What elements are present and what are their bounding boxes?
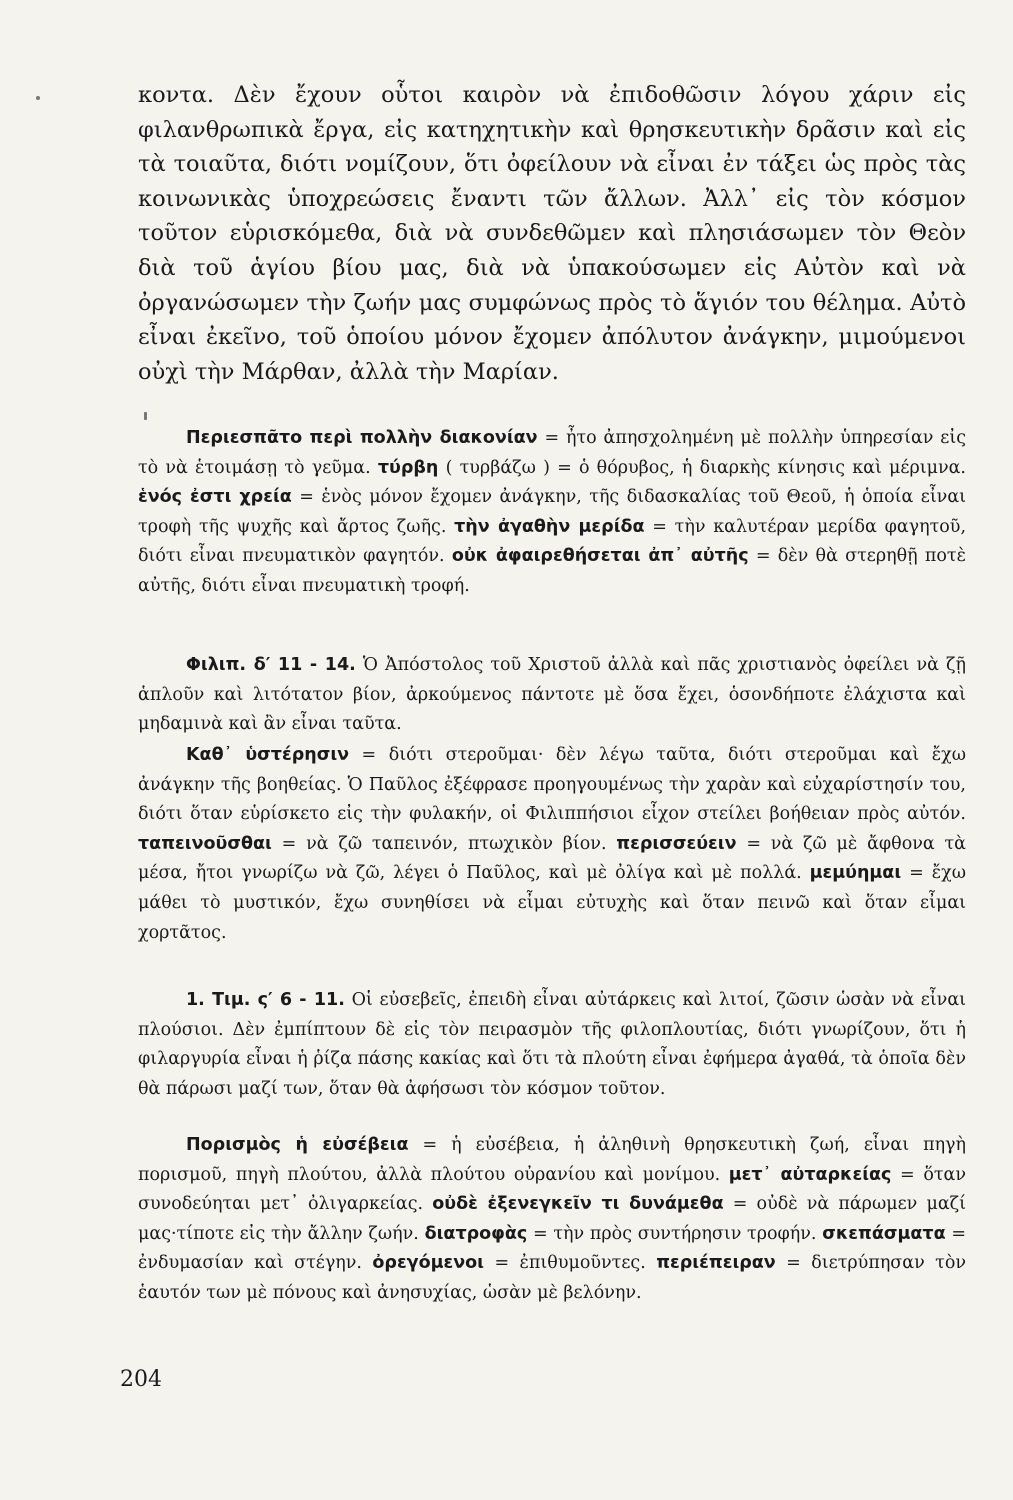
scripture-reference: 1. Τιμ. ς′ 6 - 11. (186, 990, 345, 1010)
definition: Οἱ εὐσεβεῖς, ἐπειδὴ εἶναι αὐτάρκεις καὶ λιτοί, ζῶσιν ὡσὰν νὰ εἶναι πλούσιοι. Δὲν ἐμπίπτουν δὲ εἰς τὸν πειρασμὸν τῆς φιλοπλουτίας, διότι γνωρίζουν, ὅτι ἡ φιλαργυρία εἶναι ἡ ῥίζα πάσης κακίας καὶ ὅτι τὰ πλούτη εἶναι ἐφήμερα ἀγαθά, τὰ ὁποῖα δὲν θὰ πάρωσι μαζί των, ὅταν θὰ ἀφήσωσι τὸν κόσμον τοῦτον. (138, 990, 966, 1099)
term: οὐκ ἀφαιρεθήσεται ἀπ᾽ αὐτῆς (451, 546, 749, 567)
term: τὴν ἀγαθὴν μερίδα (454, 516, 645, 537)
definition: Ὁ Ἀπόστολος τοῦ Χριστοῦ ἀλλὰ καὶ πᾶς χριστιανὸς ὀφείλει νὰ ζῇ ἁπλοῦν καὶ λιτότατον βίον, ἀρκούμενος πάντοτε μὲ ὅσα ἔχει, ὁσονδήποτε ἐλάχιστα καὶ μηδαμινὰ καὶ ἂν εἶναι ταῦτα. (138, 655, 966, 735)
definition: = νὰ ζῶ ταπεινόν, πτωχικὸν βίον. (271, 833, 617, 854)
term: Περιεσπᾶτο περὶ πολλὴν διακονίαν (186, 428, 538, 448)
scripture-reference: Φιλιπ. δ′ 11 - 14. (186, 655, 356, 675)
term: ταπεινοῦσθαι (138, 833, 272, 854)
term: περισσεύειν (616, 833, 737, 854)
definition: = ἔχω μάθει τὸ μυστικόν, ἔχω συνηθίσει νὰ εἶμαι εὐτυχὴς καὶ ὅταν πεινῶ καὶ ὅταν εἶμαι χορτᾶτος. (138, 863, 966, 943)
term: σκεπάσματα (822, 1223, 946, 1244)
term: διατροφὰς (424, 1223, 528, 1244)
definition: = ἐπιθυμοῦντες. (484, 1253, 657, 1274)
definition: = ἑνὸς μόνον ἔχομεν ἀνάγκην, τῆς διδασκαλίας τοῦ Θεοῦ, ἡ ὁποία εἶναι τροφὴ τῆς ψυχῆς καὶ ἄρτος ζωῆς. (138, 487, 966, 537)
term: μετ᾽ αὐταρκείας (728, 1164, 892, 1185)
term: περιέπειραν (656, 1253, 776, 1274)
term: Καθ᾽ ὑστέρησιν (186, 745, 350, 765)
main-paragraph: κοντα. Δὲν ἔχουν οὗτοι καιρὸν νὰ ἐπιδοθῶσιν λόγου χάριν εἰς φιλανθρωπικὰ ἔργα, εἰς κατηχητικὴν καὶ θρησκευτικὴν δρᾶσιν καὶ εἰς τὰ τοιαῦτα, διότι νομίζουν, ὅτι ὀφείλουν νὰ εἶναι ἐν τάξει ὡς πρὸς τὰς κοινωνικὰς ὑποχρεώσεις ἔναντι τῶν ἄλλων. Ἀλλ᾽ εἰς τὸν κόσμον τοῦτον εὑρισκόμεθα, διὰ νὰ συνδεθῶμεν καὶ πλησιάσωμεν τὸν Θεὸν διὰ τοῦ ἁγίου βίου μας, διὰ νὰ ὑπακούσωμεν εἰς Αὐτὸν καὶ νὰ ὀργανώσωμεν τὴν ζωήν μας συμφώνως πρὸς τὸ ἅγιόν του θέλημα. Αὐτὸ εἶναι ἐκεῖνο, τοῦ ὁποίου μόνον ἔχομεν ἀπόλυτον ἀνάγκην, μιμούμενοι οὐχὶ τὴν Μάρθαν, ἀλλὰ τὴν Μαρίαν. (138, 82, 966, 385)
definition: = ἦτο ἀπησχολημένη μὲ πολλὴν ὑπηρεσίαν εἰς τὸ νὰ ἑτοιμάσῃ τὸ γεῦμα. (138, 428, 966, 478)
definition: = ὅταν συνοδεύηται μετ᾽ ὀλιγαρκείας. (138, 1164, 966, 1215)
ink-speck (36, 96, 40, 100)
commentary-timothy-terms (138, 1131, 966, 1309)
definition: ( τυρβάζω ) = ὁ θόρυβος, ἡ διαρκὴς κίνησις καὶ μέριμνα. (438, 457, 966, 478)
commentary-philippians-terms (138, 741, 966, 948)
definition: = νὰ ζῶ μὲ ἄφθονα τὰ μέσα, ἤτοι γνωρίζω νὰ ζῶ, λέγει ὁ Παῦλος, καὶ μὲ ὀλίγα καὶ μὲ πολλά. (138, 833, 966, 884)
commentary-luke-martha-mary (138, 424, 966, 602)
definition: = δὲν θὰ στερηθῇ ποτὲ αὐτῆς, διότι εἶναι πνευματικὴ τροφή. (138, 546, 966, 596)
commentary-philippians (138, 651, 966, 740)
ink-speck (144, 412, 147, 420)
definition: = ἐνδυμασίαν καὶ στέγην. (138, 1223, 966, 1274)
definition: = διότι στεροῦμαι· δὲν λέγω ταῦτα, διότι στεροῦμαι καὶ ἔχω ἀνάγκην τῆς βοηθείας. Ὁ Παῦλος ἐξέφρασε προηγουμένως τὴν χαρὰν καὶ εὐχαρίστησίν του, διότι ὅταν εὑρίσκετο εἰς τὴν φυλακήν, οἱ Φιλιππήσιοι εἶχον στείλει βοήθειαν πρὸς αὐτόν. (138, 745, 966, 825)
commentary-timothy (138, 986, 966, 1104)
term: ἑνός ἐστι χρεία (138, 487, 292, 508)
definition: = τὴν πρὸς συντήρησιν τροφήν. (527, 1223, 823, 1244)
term: ὀρεγόμενοι (372, 1253, 485, 1274)
term: οὐδὲ ἐξενεγκεῖν τι δυνάμεθα (432, 1194, 724, 1215)
term: τύρβη (377, 457, 439, 478)
definition: = ἡ εὐσέβεια, ἡ ἀληθινὴ θρησκευτικὴ ζωή, εἶναι πηγὴ πορισμοῦ, πηγὴ πλούτου, ἀλλὰ πλούτου οὐρανίου καὶ μονίμου. (138, 1135, 967, 1185)
definition: = διετρύπησαν τὸν ἑαυτόν των μὲ πόνους καὶ ἀνησυχίας, ὡσὰν μὲ βελόνην. (138, 1253, 966, 1303)
term: Πορισμὸς ἡ εὐσέβεια (186, 1135, 409, 1155)
term: μεμύημαι (809, 863, 902, 884)
definition: = τὴν καλυτέραν μερίδα φαγητοῦ, διότι εἶναι πνευματικὸν φαγητόν. (138, 516, 967, 567)
definition: = οὐδὲ νὰ πάρωμεν μαζί μας·τίποτε εἰς τὴν ἄλλην ζωήν. (138, 1194, 966, 1244)
page-number: 204 (120, 1367, 162, 1392)
